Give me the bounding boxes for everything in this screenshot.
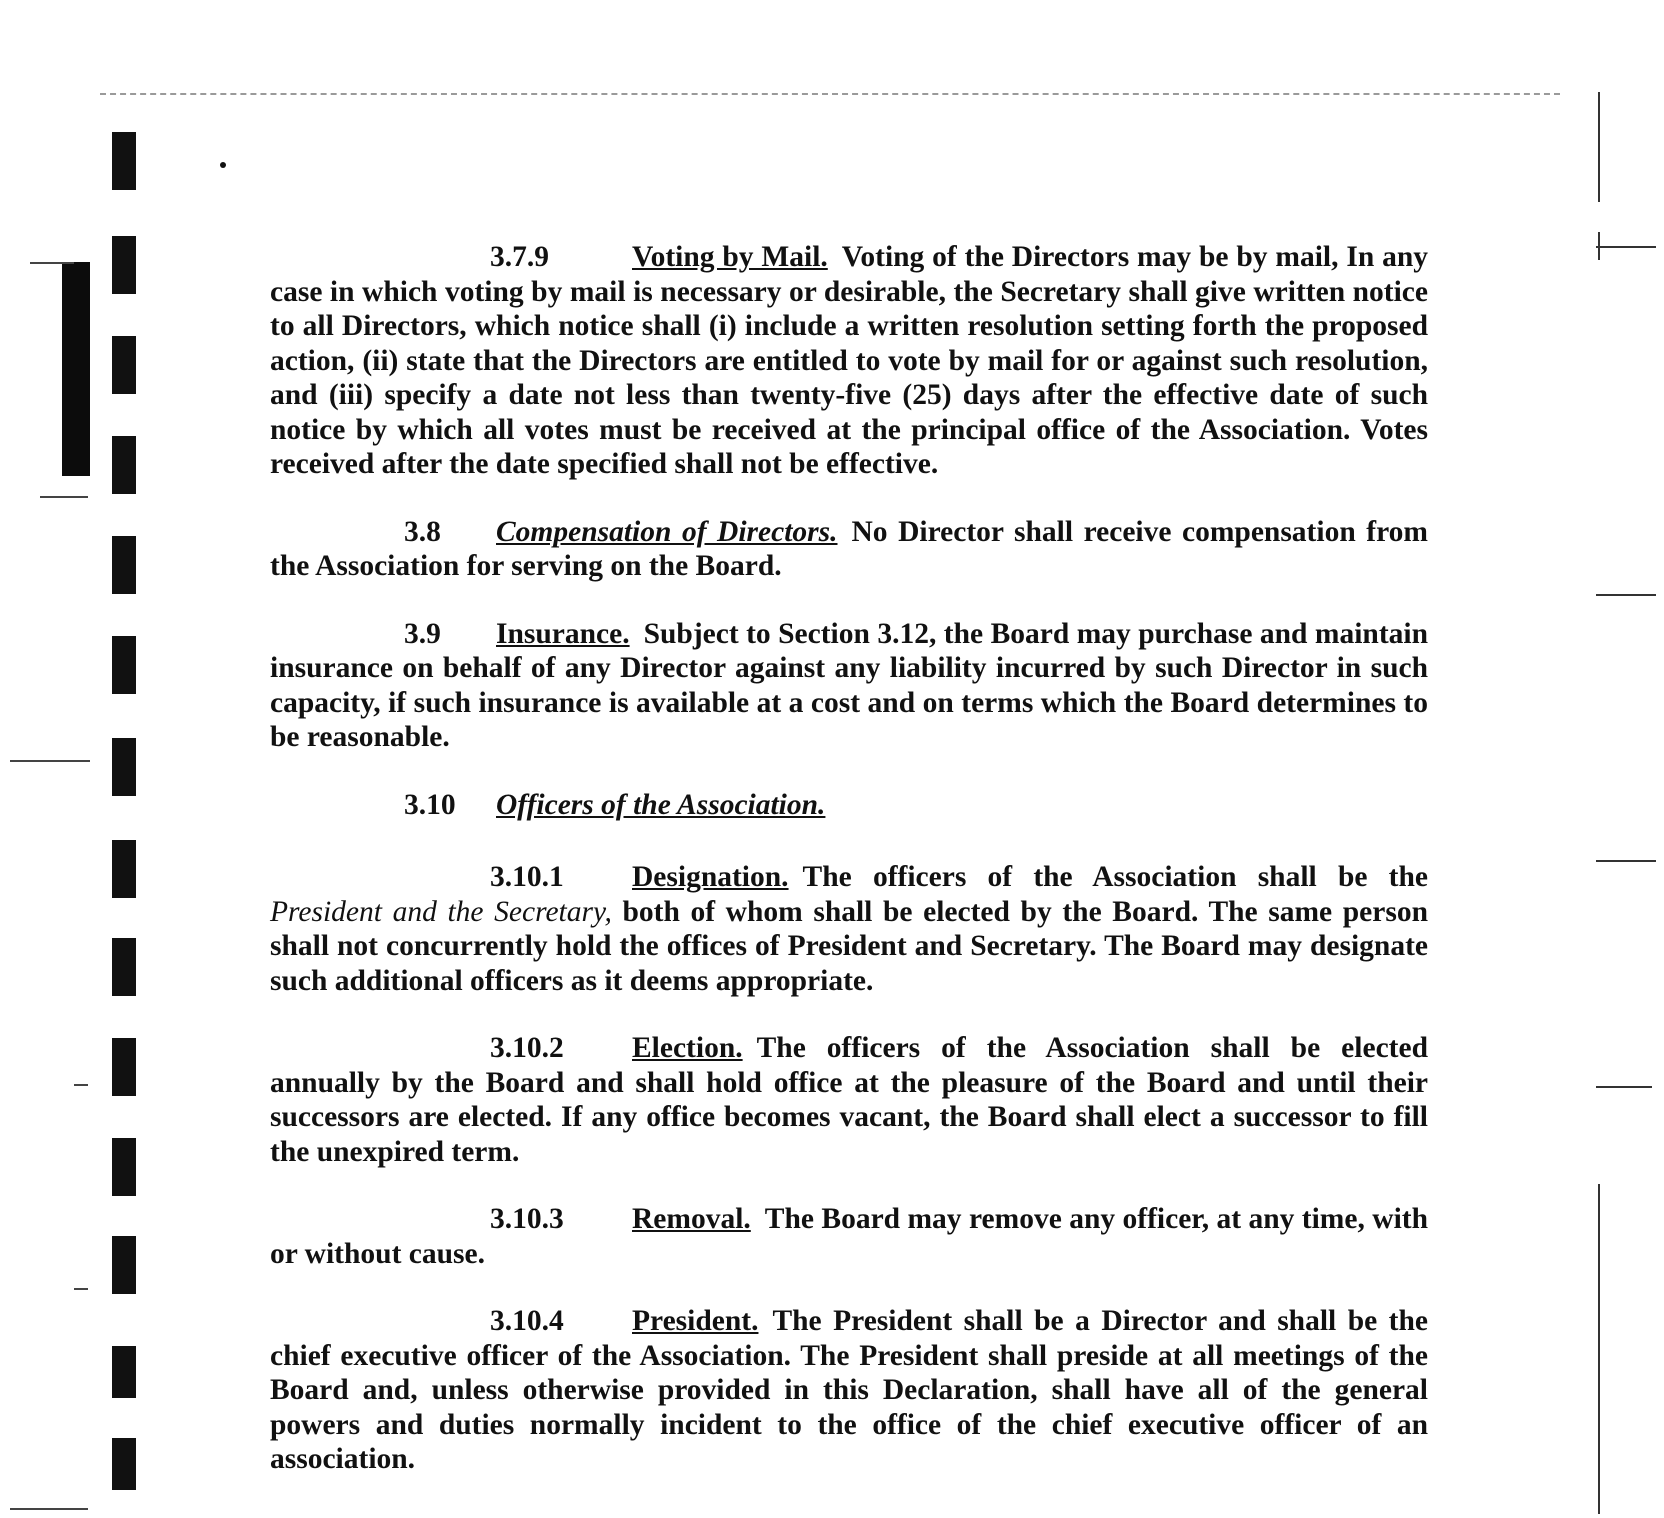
scan-tick (1596, 594, 1656, 596)
section-text: both of whom shall be elected by the Board. The same person shall not concurrently hold the offices of President and Secretary. The Board may designate such additional officers as it deems appropriate. (270, 895, 1429, 997)
punch-mark (112, 132, 136, 190)
punch-mark (112, 636, 136, 694)
scan-tick (10, 760, 90, 762)
section-number: 3.10.4 (490, 1305, 564, 1337)
section-number: 3.10.3 (490, 1203, 564, 1235)
section-text-italic: President and the Secretary, (270, 895, 612, 928)
section-3-10-4 (270, 1304, 1428, 1477)
document-body (270, 240, 1428, 1510)
punch-mark (112, 1138, 136, 1196)
scan-tick (40, 496, 88, 498)
scan-tick (74, 1288, 88, 1290)
punch-mark (112, 536, 136, 594)
section-text: Subject to Section 3.12, the Board may purchase and maintain insurance on behalf of any Director against any liability incurred by such Director in such capacity, if such insurance is available at a cost and on terms which the Board determines to be reasonable. (270, 617, 1428, 753)
section-heading: Compensation of Directors. (496, 515, 838, 548)
scan-dot (220, 162, 226, 168)
section-number: 3.8 (404, 515, 441, 548)
section-heading: President. (632, 1305, 759, 1337)
section-heading: Designation. (632, 861, 789, 893)
section-3-7-9 (270, 240, 1428, 482)
section-heading: Election. (632, 1032, 743, 1064)
scan-top-rule (100, 93, 1560, 95)
section-3-10-2 (270, 1031, 1428, 1169)
section-text: No Director shall receive compensation from the Association for serving on the Board. (270, 515, 1428, 582)
punch-mark (112, 1038, 136, 1096)
scan-tick (1596, 860, 1656, 862)
scan-tick (10, 1508, 88, 1510)
punch-mark (112, 840, 136, 898)
scan-tick (30, 262, 74, 264)
scan-right-line (1598, 92, 1600, 202)
punch-mark (112, 436, 136, 494)
section-heading: Removal. (632, 1203, 751, 1235)
section-number: 3.10 (404, 788, 456, 821)
section-text: Voting of the Directors may be by mail, In any case in which voting by mail is necessary or desirable, the Secretary shall give written notice to all Directors, which notice shall (i) include a written resolution setting forth the proposed action, (ii) state that the Directors are entitled to vote by mail for or against such resolution, and (iii) specify a date not less than twenty-five (25) days after the effective date of such notice by which all votes must be received at the principal office of the Association. Votes received after the date specified shall not be effective. (270, 241, 1428, 480)
section-3-9 (270, 617, 1428, 755)
punch-mark (112, 236, 136, 294)
section-heading: Insurance. (496, 617, 630, 650)
punch-mark (112, 938, 136, 996)
section-number: 3.7.9 (490, 241, 549, 273)
scan-right-line (1598, 1184, 1600, 1514)
section-text-lead: The officers of the Association shall be the (802, 861, 1428, 893)
section-number: 3.10.1 (490, 861, 564, 893)
section-3-10-3 (270, 1202, 1428, 1271)
section-heading: Officers of the Association. (496, 788, 826, 821)
section-number: 3.10.2 (490, 1032, 564, 1064)
section-text: The officers of the Association shall be elected annually by the Board and shall hold office at the pleasure of the Board and until their successors are elected. If any office becomes vacant, the Board shall elect a successor to fill the unexpired term. (270, 1032, 1428, 1168)
punch-mark (112, 738, 136, 796)
section-text: The Board may remove any officer, at any time, with or without cause. (270, 1203, 1428, 1270)
scan-tick (74, 1084, 88, 1086)
scan-tick (1596, 1086, 1652, 1088)
section-3-8 (270, 515, 1428, 584)
punch-mark (112, 1236, 136, 1294)
section-heading: Voting by Mail. (632, 241, 828, 273)
section-3-10 (270, 788, 1428, 823)
section-text: The President shall be a Director and shall be the chief executive officer of the Association. The President shall preside at all meetings of the Board and, unless otherwise provided in this Declaration, shall have all of the general powers and duties normally incident to the office of the chief executive officer of an association. (270, 1305, 1428, 1475)
section-3-10-1 (270, 860, 1428, 998)
punch-hole-strip (112, 0, 142, 1518)
scan-tick (1596, 246, 1656, 248)
punch-mark (112, 1438, 136, 1490)
punch-mark (112, 1346, 136, 1398)
scan-left-bar (62, 262, 90, 476)
punch-mark (112, 336, 136, 394)
section-number: 3.9 (404, 617, 441, 650)
